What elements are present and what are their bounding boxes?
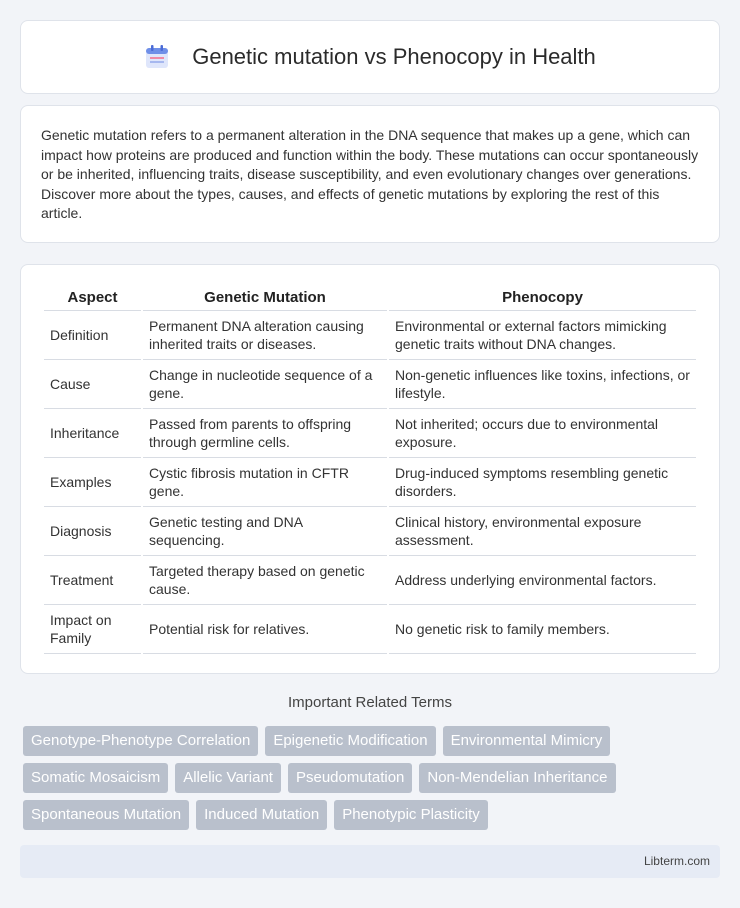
cell-aspect: Cause bbox=[44, 360, 141, 409]
calendar-icon bbox=[144, 44, 170, 70]
related-term-tag[interactable]: Non-Mendelian Inheritance bbox=[419, 763, 615, 793]
table-row bbox=[44, 409, 696, 458]
comparison-card bbox=[20, 264, 720, 674]
related-term-tag[interactable]: Allelic Variant bbox=[175, 763, 281, 793]
cell-genetic-mutation: Cystic fibrosis mutation in CFTR gene. bbox=[143, 458, 387, 507]
title-card bbox=[20, 20, 720, 94]
cell-genetic-mutation: Permanent DNA alteration causing inherited traits or diseases. bbox=[143, 311, 387, 360]
intro-card bbox=[20, 105, 720, 243]
related-terms-title: Important Related Terms bbox=[288, 694, 452, 711]
related-term-tag[interactable]: Epigenetic Modification bbox=[265, 726, 435, 756]
cell-phenocopy: Environmental or external factors mimicking genetic traits without DNA changes. bbox=[389, 311, 696, 360]
cell-genetic-mutation: Targeted therapy based on genetic cause. bbox=[143, 556, 387, 605]
cell-phenocopy: Drug-induced symptoms resembling genetic disorders. bbox=[389, 458, 696, 507]
cell-aspect: Inheritance bbox=[44, 409, 141, 458]
cell-phenocopy: Non-genetic influences like toxins, infections, or lifestyle. bbox=[389, 360, 696, 409]
table-row bbox=[44, 311, 696, 360]
table-row bbox=[44, 556, 696, 605]
comparison-table bbox=[42, 285, 698, 654]
cell-aspect: Definition bbox=[44, 311, 141, 360]
related-term-tag[interactable]: Induced Mutation bbox=[196, 800, 327, 830]
related-term-tag[interactable]: Phenotypic Plasticity bbox=[334, 800, 488, 830]
table-row bbox=[44, 507, 696, 556]
related-term-tag[interactable]: Environmental Mimicry bbox=[443, 726, 611, 756]
table-row bbox=[44, 458, 696, 507]
cell-aspect: Impact on Family bbox=[44, 605, 141, 654]
page-title: Genetic mutation vs Phenocopy in Health bbox=[192, 44, 596, 69]
cell-genetic-mutation: Passed from parents to offspring through germline cells. bbox=[143, 409, 387, 458]
table-header-row bbox=[44, 285, 696, 311]
related-term-tag[interactable]: Genotype-Phenotype Correlation bbox=[23, 726, 258, 756]
cell-genetic-mutation: Genetic testing and DNA sequencing. bbox=[143, 507, 387, 556]
table-row bbox=[44, 360, 696, 409]
cell-genetic-mutation: Change in nucleotide sequence of a gene. bbox=[143, 360, 387, 409]
footer-site-link[interactable]: Libterm.com bbox=[643, 854, 710, 868]
cell-phenocopy: No genetic risk to family members. bbox=[389, 605, 696, 654]
header-phenocopy: Phenocopy bbox=[389, 285, 696, 311]
cell-phenocopy: Clinical history, environmental exposure assessment. bbox=[389, 507, 696, 556]
cell-genetic-mutation: Potential risk for relatives. bbox=[143, 605, 387, 654]
table-row bbox=[44, 605, 696, 654]
cell-phenocopy: Not inherited; occurs due to environmental exposure. bbox=[389, 409, 696, 458]
related-term-tag[interactable]: Pseudomutation bbox=[288, 763, 412, 793]
related-term-tag[interactable]: Somatic Mosaicism bbox=[23, 763, 168, 793]
footer bbox=[20, 845, 720, 878]
cell-aspect: Examples bbox=[44, 458, 141, 507]
related-term-tag[interactable]: Spontaneous Mutation bbox=[23, 800, 189, 830]
intro-paragraph: Genetic mutation refers to a permanent alteration in the DNA sequence that makes up a gene, which can impact how proteins are produced and function within the body. These mutations can occur spontaneously or be inherited, influencing traits, disease susceptibility, and even evolutionary changes over generations. Discover more about the types, causes, and effects of genetic mutations by exploring the rest of this article. bbox=[41, 127, 699, 221]
header-genetic-mutation: Genetic Mutation bbox=[143, 285, 387, 311]
header-aspect: Aspect bbox=[44, 285, 141, 311]
related-terms-list bbox=[23, 726, 723, 830]
cell-phenocopy: Address underlying environmental factors. bbox=[389, 556, 696, 605]
cell-aspect: Treatment bbox=[44, 556, 141, 605]
cell-aspect: Diagnosis bbox=[44, 507, 141, 556]
